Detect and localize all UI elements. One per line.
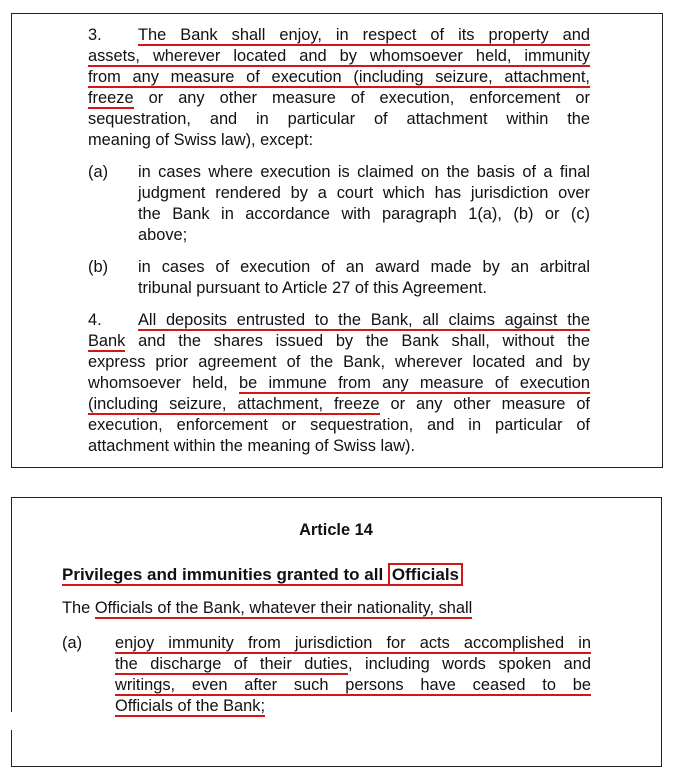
section-3-line-1 <box>138 25 590 45</box>
section-3-line-3 <box>88 67 590 87</box>
underlined-text: Officials of the Bank; <box>115 697 266 715</box>
section-4-line-6: execution, enforcement or sequestration, and in particular of <box>88 416 590 434</box>
underlined-text: (including seizure, attachment, freeze <box>88 395 380 413</box>
plain-text: or any other measure of <box>379 395 590 413</box>
section-3-line-5: sequestration, and in particular of attachment within the <box>88 110 590 128</box>
underlined-text: the discharge of their duties <box>115 655 348 673</box>
item-a-line-4: above; <box>138 226 188 244</box>
plain-text: , including words spoken and <box>347 655 591 673</box>
item-b-line-1: in cases of execution of an award made by an arbitral <box>138 258 590 276</box>
article-item-a-line-3 <box>115 675 591 695</box>
underlined-text: Bank <box>88 332 126 350</box>
plain-text: The <box>62 599 95 617</box>
underlined-text: be immune from any measure of execution <box>239 374 590 392</box>
section-4-line-5 <box>88 394 590 414</box>
section-4-line-1 <box>138 310 590 330</box>
article-heading <box>62 565 463 585</box>
left-border-stub <box>11 730 12 766</box>
underlined-text: assets, wherever located and by whomsoever held, immunity <box>88 47 590 65</box>
plain-text: and the shares issued by the Bank shall, without the <box>125 332 590 350</box>
underlined-text: enjoy immunity from jurisdiction for acts accomplished in <box>115 634 591 652</box>
item-a-line-2: judgment rendered by a court which has jurisdiction over <box>138 184 590 202</box>
section-3-line-6: meaning of Swiss law), except: <box>88 131 314 149</box>
plain-text: or any other measure of execution, enforcement or <box>133 89 590 107</box>
item-a-label: (a) <box>88 163 109 181</box>
article-item-a-line-1 <box>115 633 591 653</box>
underlined-text: freeze <box>88 89 134 107</box>
item-a-line-1: in cases where execution is claimed on the basis of a final <box>138 163 590 181</box>
page-excerpt-1 <box>11 13 663 468</box>
page-excerpt-2 <box>11 497 662 767</box>
article-item-a-line-4 <box>115 696 265 716</box>
item-b-label: (b) <box>88 258 109 276</box>
section-4-number: 4. <box>88 311 102 329</box>
article-intro <box>62 598 472 618</box>
item-b-line-2: tribunal pursuant to Article 27 of this Agreement. <box>138 279 487 297</box>
section-4-line-3: express prior agreement of the Bank, wherever located and by <box>88 353 590 371</box>
underlined-text: Officials of the Bank, whatever their nationality, shall <box>94 599 473 617</box>
section-4-line-7: attachment within the meaning of Swiss law). <box>88 437 416 455</box>
boxed-text: Officials <box>388 563 463 586</box>
section-4-line-4 <box>88 373 590 393</box>
item-a-line-3: the Bank in accordance with paragraph 1(a), (b) or (c) <box>138 205 590 223</box>
article-title: Article 14 <box>299 521 373 539</box>
underlined-text: even after such persons have ceased to be <box>191 676 591 694</box>
article-item-a-label: (a) <box>62 634 83 652</box>
section-3-line-4 <box>88 88 590 108</box>
section-3-number: 3. <box>88 26 102 44</box>
underlined-text: writings, <box>115 676 192 694</box>
section-3-line-2 <box>88 46 590 66</box>
underlined-text: Privileges and immunities granted to all <box>62 565 388 584</box>
article-item-a-line-2 <box>115 654 591 674</box>
plain-text: whomsoever held, <box>88 374 240 392</box>
underlined-text: The Bank shall enjoy, in respect of its property and <box>138 26 590 44</box>
underlined-text: All deposits entrusted to the Bank, all claims against the <box>138 311 590 329</box>
section-4-line-2 <box>88 331 590 351</box>
underlined-text: from any measure of execution (including seizure, attachment, <box>88 68 590 86</box>
